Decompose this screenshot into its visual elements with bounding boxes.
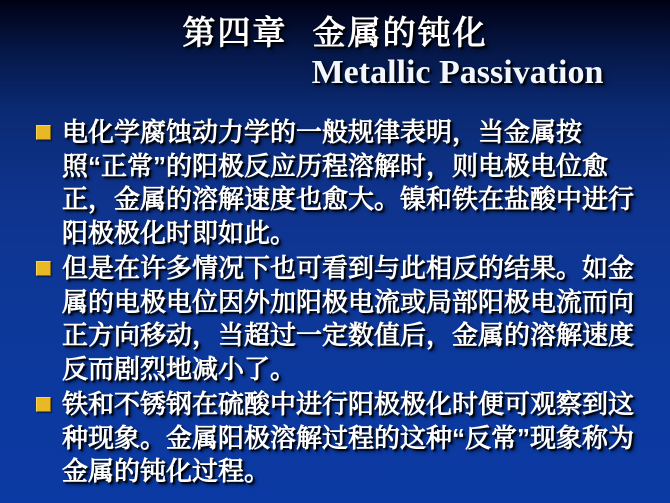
list-item (36, 388, 642, 489)
bullet-text: 电化学腐蚀动力学的一般规律表明，当金属按照“正常”的阳极反应历程溶解时，则电极电位愈正，金属的溶解速度也愈大。镍和铁在盐酸中进行阳极极化时即如此。 (62, 117, 635, 248)
slide-title-english: Metallic Passivation (311, 54, 604, 91)
bullet-text: 但是在许多情况下也可看到与此相反的结果。如金属的电极电位因外加阳极电流或局部阳极电流而向正方向移动，当超过一定数值后，金属的溶解速度反而剧烈地减小了。 (62, 253, 635, 384)
bullet-list (36, 116, 642, 491)
title-block (0, 12, 670, 92)
bullet-square-icon (36, 125, 51, 140)
list-item (36, 252, 642, 386)
slide-title-chinese: 第四章 金属的钝化 (182, 14, 488, 51)
bullet-square-icon (36, 261, 51, 276)
bullet-square-icon (36, 397, 51, 412)
bullet-text: 铁和不锈钢在硫酸中进行阳极极化时便可观察到这种现象。金属阳极溶解过程的这种“反常”现象称为金属的钝化过程。 (62, 389, 635, 486)
list-item (36, 116, 642, 250)
